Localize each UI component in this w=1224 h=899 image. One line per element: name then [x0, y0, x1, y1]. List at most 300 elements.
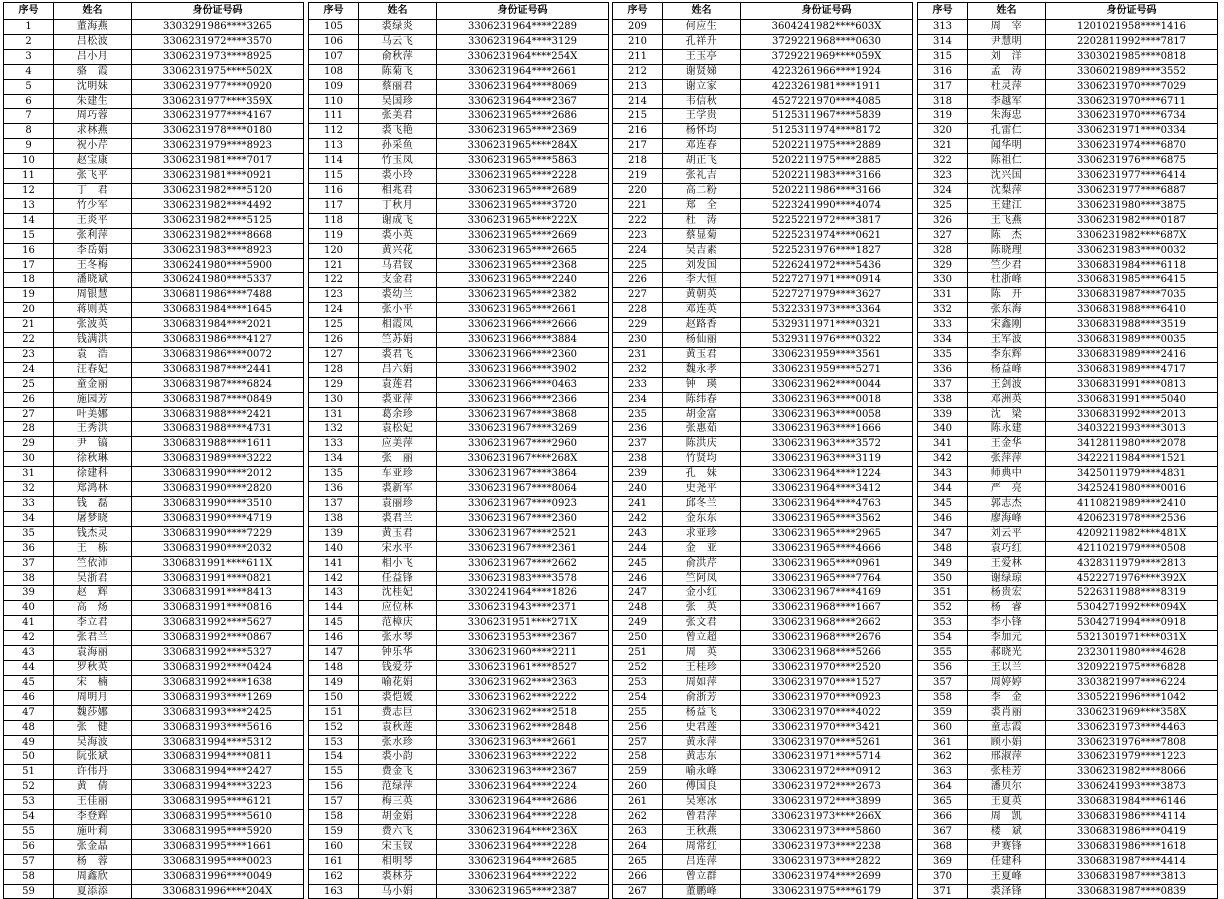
- header-id: 身份证号码: [132, 3, 304, 20]
- row-seq: 233: [613, 377, 663, 392]
- table-row: [918, 154, 1218, 169]
- row-id-number: 4209211982****481X: [1046, 526, 1218, 541]
- row-name: 李 金: [968, 690, 1046, 705]
- row-name: 傅国良: [663, 780, 741, 795]
- row-id-number: 3209221975****6828: [1046, 660, 1218, 675]
- table-row: [613, 169, 913, 184]
- row-seq: 129: [309, 377, 359, 392]
- row-name: 陈 杰: [968, 228, 1046, 243]
- row-name: 陈 开: [968, 288, 1046, 303]
- row-seq: 41: [4, 616, 54, 631]
- row-seq: 345: [918, 497, 968, 512]
- row-id-number: 3302241964****1826: [437, 586, 609, 601]
- row-id-number: 3306831994****5312: [132, 735, 304, 750]
- row-seq: 6: [4, 94, 54, 109]
- row-name: 刘云平: [968, 526, 1046, 541]
- row-seq: 29: [4, 437, 54, 452]
- row-id-number: 3306831990****2032: [132, 541, 304, 556]
- row-seq: 253: [613, 675, 663, 690]
- table-row: [613, 452, 913, 467]
- table-row: [918, 616, 1218, 631]
- row-name: 马云飞: [359, 34, 437, 49]
- row-id-number: 3306831986****4127: [132, 333, 304, 348]
- row-id-number: 3306231981****7017: [132, 154, 304, 169]
- row-id-number: 3425241980****0016: [1046, 482, 1218, 497]
- row-id-number: 2202811992****7817: [1046, 34, 1218, 49]
- row-name: 郑鸿林: [54, 482, 132, 497]
- row-name: 师典中: [968, 467, 1046, 482]
- row-id-number: 3306831990****4719: [132, 511, 304, 526]
- row-id-number: 3306831990****2012: [132, 467, 304, 482]
- row-id-number: 3604241982****603X: [741, 20, 913, 35]
- row-id-number: 3306231967****0923: [437, 497, 609, 512]
- table-row: [309, 333, 609, 348]
- row-name: 骆 霞: [54, 64, 132, 79]
- row-id-number: 3306231965****2686: [437, 109, 609, 124]
- table-row: [309, 869, 609, 884]
- row-seq: 127: [309, 347, 359, 362]
- row-id-number: 3306231965****2369: [437, 124, 609, 139]
- row-seq: 7: [4, 109, 54, 124]
- row-seq: 370: [918, 869, 968, 884]
- table-row: [309, 765, 609, 780]
- row-seq: 328: [918, 243, 968, 258]
- row-seq: 371: [918, 884, 968, 899]
- table-row: [918, 243, 1218, 258]
- table-row: [309, 318, 609, 333]
- row-id-number: 3306231972****0912: [741, 765, 913, 780]
- row-id-number: 3306231963****0058: [741, 407, 913, 422]
- table-row: [4, 243, 304, 258]
- row-id-number: 5202211975****2889: [741, 139, 913, 154]
- row-seq: 244: [613, 541, 663, 556]
- table-row: [309, 139, 609, 154]
- table-row: [613, 109, 913, 124]
- table-row: [918, 124, 1218, 139]
- row-seq: 47: [4, 705, 54, 720]
- row-id-number: 3306231973****4463: [1046, 720, 1218, 735]
- table-row: [613, 64, 913, 79]
- row-id-number: 3306231973****266X: [741, 810, 913, 825]
- row-id-number: 5329311971****0321: [741, 318, 913, 333]
- row-name: 吴吉素: [663, 243, 741, 258]
- row-id-number: 3306231968****2676: [741, 631, 913, 646]
- row-name: 裘幼兰: [359, 288, 437, 303]
- row-seq: 353: [918, 616, 968, 631]
- table-row: [613, 273, 913, 288]
- table-row: [309, 690, 609, 705]
- row-seq: 21: [4, 318, 54, 333]
- table-row: [613, 526, 913, 541]
- row-id-number: 3306231962****0044: [741, 377, 913, 392]
- row-name: 张萍萍: [968, 452, 1046, 467]
- row-name: 黄志东: [663, 750, 741, 765]
- row-seq: 55: [4, 824, 54, 839]
- row-name: 阮张斌: [54, 750, 132, 765]
- row-name: 支金君: [359, 273, 437, 288]
- row-id-number: 3306831986****4114: [1046, 810, 1218, 825]
- table-row: [918, 273, 1218, 288]
- row-seq: 36: [4, 541, 54, 556]
- row-id-number: 3306231962****2518: [437, 705, 609, 720]
- table-row: [918, 750, 1218, 765]
- table-row: [613, 333, 913, 348]
- row-id-number: 3425011979****4831: [1046, 467, 1218, 482]
- row-seq: 314: [918, 34, 968, 49]
- table-row: [613, 377, 913, 392]
- row-name: 王玉亭: [663, 49, 741, 64]
- row-id-number: 3306831990****3510: [132, 497, 304, 512]
- row-name: 张 英: [663, 601, 741, 616]
- row-name: 丁秋月: [359, 198, 437, 213]
- table-row: [4, 422, 304, 437]
- row-id-number: 3306231971****5714: [741, 750, 913, 765]
- table-row: [4, 511, 304, 526]
- row-id-number: 3306831991****8413: [132, 586, 304, 601]
- row-id-number: 3306231970****2520: [741, 660, 913, 675]
- row-name: 马小娟: [359, 884, 437, 899]
- row-name: 施园芳: [54, 392, 132, 407]
- table-row: [918, 333, 1218, 348]
- table-row: [309, 347, 609, 362]
- row-seq: 12: [4, 183, 54, 198]
- row-name: 应美萍: [359, 437, 437, 452]
- row-seq: 322: [918, 154, 968, 169]
- row-seq: 324: [918, 183, 968, 198]
- table-row: [4, 750, 304, 765]
- table-row: [309, 288, 609, 303]
- row-id-number: 3306831995****6121: [132, 795, 304, 810]
- row-seq: 144: [309, 601, 359, 616]
- table-row: [309, 631, 609, 646]
- row-id-number: 3306231964****8069: [437, 79, 609, 94]
- row-name: 邓洲英: [968, 392, 1046, 407]
- row-seq: 218: [613, 154, 663, 169]
- row-seq: 57: [4, 854, 54, 869]
- table-row: [309, 735, 609, 750]
- row-seq: 317: [918, 79, 968, 94]
- row-seq: 155: [309, 765, 359, 780]
- table-row: [613, 616, 913, 631]
- row-seq: 39: [4, 586, 54, 601]
- row-id-number: 3306231964****2228: [437, 839, 609, 854]
- table-row: [309, 601, 609, 616]
- row-name: 魏永孝: [663, 362, 741, 377]
- row-seq: 267: [613, 884, 663, 899]
- table-row: [4, 183, 304, 198]
- row-seq: 8: [4, 124, 54, 139]
- table-row: [309, 839, 609, 854]
- row-id-number: 3306231982****8668: [132, 228, 304, 243]
- table-row: [309, 109, 609, 124]
- header-id: 身份证号码: [437, 3, 609, 20]
- row-name: 周 英: [663, 646, 741, 661]
- table-row: [4, 869, 304, 884]
- row-id-number: 3306231964****2685: [437, 854, 609, 869]
- row-name: 邓连英: [663, 303, 741, 318]
- table-row: [918, 94, 1218, 109]
- row-id-number: 3306231965****2382: [437, 288, 609, 303]
- table-row: [4, 854, 304, 869]
- table-row: [613, 392, 913, 407]
- table-row: [309, 467, 609, 482]
- table-row: [918, 64, 1218, 79]
- row-name: 夏添添: [54, 884, 132, 899]
- row-name: 费金飞: [359, 765, 437, 780]
- row-seq: 111: [309, 109, 359, 124]
- row-id-number: 3306231970****6734: [1046, 109, 1218, 124]
- table-row: [613, 586, 913, 601]
- row-name: 王军波: [968, 333, 1046, 348]
- row-id-number: 3303821997****6224: [1046, 675, 1218, 690]
- row-seq: 318: [918, 94, 968, 109]
- row-seq: 224: [613, 243, 663, 258]
- row-name: 杨 蓉: [54, 854, 132, 869]
- row-id-number: 3306231967****8064: [437, 482, 609, 497]
- row-name: 汪春妃: [54, 362, 132, 377]
- row-name: 周如萍: [663, 675, 741, 690]
- table-row: [918, 839, 1218, 854]
- table-row: [4, 690, 304, 705]
- row-id-number: 3306831992****0867: [132, 631, 304, 646]
- row-name: 高二粉: [663, 183, 741, 198]
- row-name: 张飞平: [54, 169, 132, 184]
- row-id-number: 3306231965****222X: [437, 213, 609, 228]
- table-row: [4, 884, 304, 899]
- table-row: [4, 362, 304, 377]
- row-id-number: 3306231953****2367: [437, 631, 609, 646]
- row-name: 张水琴: [359, 631, 437, 646]
- row-name: 袁巧红: [968, 541, 1046, 556]
- row-name: 胡金娟: [359, 810, 437, 825]
- row-name: 裘小英: [359, 228, 437, 243]
- row-seq: 347: [918, 526, 968, 541]
- row-id-number: 5227271979****3627: [741, 288, 913, 303]
- row-name: 陈永建: [968, 422, 1046, 437]
- table-row: [4, 377, 304, 392]
- row-seq: 16: [4, 243, 54, 258]
- row-name: 孔雷仁: [968, 124, 1046, 139]
- table-row: [918, 482, 1218, 497]
- row-name: 蔡显菊: [663, 228, 741, 243]
- row-name: 李东辉: [968, 347, 1046, 362]
- row-name: 杨仙丽: [663, 333, 741, 348]
- table-row: [918, 139, 1218, 154]
- table-row: [4, 601, 304, 616]
- row-name: 韦信秋: [663, 94, 741, 109]
- row-name: 黄朝英: [663, 288, 741, 303]
- row-seq: 235: [613, 407, 663, 422]
- table-row: [613, 541, 913, 556]
- roster-table-3: [612, 2, 913, 899]
- table-row: [918, 571, 1218, 586]
- row-name: 钱杰灵: [54, 526, 132, 541]
- row-name: 王夏英: [968, 795, 1046, 810]
- table-row: [918, 318, 1218, 333]
- row-id-number: 3306831984****6118: [1046, 258, 1218, 273]
- row-id-number: 3306231965****5863: [437, 154, 609, 169]
- row-name: 吕连萍: [663, 854, 741, 869]
- row-id-number: 3306231972****3899: [741, 795, 913, 810]
- table-row: [309, 377, 609, 392]
- table-row: [613, 243, 913, 258]
- table-row: [613, 839, 913, 854]
- row-id-number: 3306831995****0023: [132, 854, 304, 869]
- row-name: 王学贵: [663, 109, 741, 124]
- row-seq: 358: [918, 690, 968, 705]
- row-name: 赵 辉: [54, 586, 132, 601]
- row-name: 袁丽珍: [359, 497, 437, 512]
- table-row: [309, 273, 609, 288]
- row-seq: 136: [309, 482, 359, 497]
- table-row: [918, 422, 1218, 437]
- row-id-number: 3306831996****204X: [132, 884, 304, 899]
- table-row: [613, 34, 913, 49]
- row-seq: 217: [613, 139, 663, 154]
- table-row: [613, 810, 913, 825]
- row-name: 应位林: [359, 601, 437, 616]
- row-name: 相小飞: [359, 556, 437, 571]
- table-row: [613, 705, 913, 720]
- table-row: [613, 228, 913, 243]
- row-seq: 128: [309, 362, 359, 377]
- row-name: 费志巨: [359, 705, 437, 720]
- row-id-number: 3306231965****2669: [437, 228, 609, 243]
- table-row: [918, 228, 1218, 243]
- row-seq: 26: [4, 392, 54, 407]
- row-name: 喻永峰: [663, 765, 741, 780]
- row-seq: 338: [918, 392, 968, 407]
- row-seq: 230: [613, 333, 663, 348]
- row-seq: 125: [309, 318, 359, 333]
- row-name: 宋 楠: [54, 675, 132, 690]
- row-seq: 348: [918, 541, 968, 556]
- row-name: 陈纬春: [663, 392, 741, 407]
- row-name: 王爱林: [968, 556, 1046, 571]
- table-row: [918, 720, 1218, 735]
- row-name: 竹贤均: [663, 452, 741, 467]
- row-id-number: 3306831988****4731: [132, 422, 304, 437]
- table-row: [613, 183, 913, 198]
- row-seq: 226: [613, 273, 663, 288]
- row-seq: 238: [613, 452, 663, 467]
- table-row: [309, 124, 609, 139]
- row-name: 袁海丽: [54, 646, 132, 661]
- row-id-number: 3306831992****5327: [132, 646, 304, 661]
- row-name: 孟 涛: [968, 64, 1046, 79]
- row-seq: 237: [613, 437, 663, 452]
- row-name: 周鑫欣: [54, 869, 132, 884]
- row-name: 竹玉凤: [359, 154, 437, 169]
- row-name: 李登辉: [54, 810, 132, 825]
- row-name: 袁松妃: [359, 422, 437, 437]
- table-row: [309, 571, 609, 586]
- row-id-number: 3306831991****5040: [1046, 392, 1218, 407]
- row-name: 邢淑萍: [968, 750, 1046, 765]
- row-id-number: 3306831995****5920: [132, 824, 304, 839]
- row-seq: 58: [4, 869, 54, 884]
- table-row: [918, 109, 1218, 124]
- row-name: 吴浙君: [54, 571, 132, 586]
- row-id-number: 3306241993****3873: [1046, 780, 1218, 795]
- row-id-number: 5225221972****3817: [741, 213, 913, 228]
- row-id-number: 3306831993****5616: [132, 720, 304, 735]
- table-row: [4, 109, 304, 124]
- row-name: 杜浙峰: [968, 273, 1046, 288]
- row-id-number: 3306021989****3552: [1046, 64, 1218, 79]
- row-seq: 110: [309, 94, 359, 109]
- row-name: 谢立家: [663, 79, 741, 94]
- row-name: 求林燕: [54, 124, 132, 139]
- table-row: [4, 258, 304, 273]
- row-id-number: 3306831987****7035: [1046, 288, 1218, 303]
- row-id-number: 3306231968****2662: [741, 616, 913, 631]
- row-id-number: 3306231961****8527: [437, 660, 609, 675]
- row-id-number: 3306231966****2666: [437, 318, 609, 333]
- row-name: 吕六娟: [359, 362, 437, 377]
- row-seq: 242: [613, 511, 663, 526]
- row-id-number: 1201021958****1416: [1046, 20, 1218, 35]
- table-row: [309, 94, 609, 109]
- row-id-number: 3306831991****0813: [1046, 377, 1218, 392]
- row-name: 王飞燕: [968, 213, 1046, 228]
- row-id-number: 3306231970****0923: [741, 690, 913, 705]
- row-id-number: 3306231963****2661: [437, 735, 609, 750]
- row-seq: 149: [309, 675, 359, 690]
- row-id-number: 3306231963****2222: [437, 750, 609, 765]
- table-row: [4, 467, 304, 482]
- table-row: [613, 780, 913, 795]
- row-name: 沈兴国: [968, 169, 1046, 184]
- row-seq: 131: [309, 407, 359, 422]
- row-seq: 263: [613, 824, 663, 839]
- row-name: 王秋燕: [663, 824, 741, 839]
- table-row: [4, 407, 304, 422]
- row-id-number: 3306831987****2441: [132, 362, 304, 377]
- row-name: 裘亚萍: [359, 392, 437, 407]
- row-seq: 329: [918, 258, 968, 273]
- row-seq: 326: [918, 213, 968, 228]
- row-id-number: 3306831995****5610: [132, 810, 304, 825]
- row-seq: 210: [613, 34, 663, 49]
- row-id-number: 3306231960****2211: [437, 646, 609, 661]
- row-seq: 339: [918, 407, 968, 422]
- row-id-number: 3306831986****1618: [1046, 839, 1218, 854]
- row-id-number: 3306231965****2387: [437, 884, 609, 899]
- row-name: 李大恒: [663, 273, 741, 288]
- row-name: 竺少君: [968, 258, 1046, 273]
- table-row: [918, 735, 1218, 750]
- table-row: [918, 407, 1218, 422]
- table-row: [613, 437, 913, 452]
- row-seq: 260: [613, 780, 663, 795]
- row-name: 童金丽: [54, 377, 132, 392]
- table-row: [613, 884, 913, 899]
- row-name: 李立君: [54, 616, 132, 631]
- table-row: [918, 377, 1218, 392]
- row-seq: 257: [613, 735, 663, 750]
- row-seq: 124: [309, 303, 359, 318]
- table-row: [309, 452, 609, 467]
- row-seq: 249: [613, 616, 663, 631]
- row-name: 祝小芹: [54, 139, 132, 154]
- row-id-number: 3306231966****2360: [437, 347, 609, 362]
- row-id-number: 3306231963****2367: [437, 765, 609, 780]
- row-seq: 134: [309, 452, 359, 467]
- row-name: 钱满洪: [54, 333, 132, 348]
- row-seq: 351: [918, 586, 968, 601]
- row-id-number: 3306231959****3561: [741, 347, 913, 362]
